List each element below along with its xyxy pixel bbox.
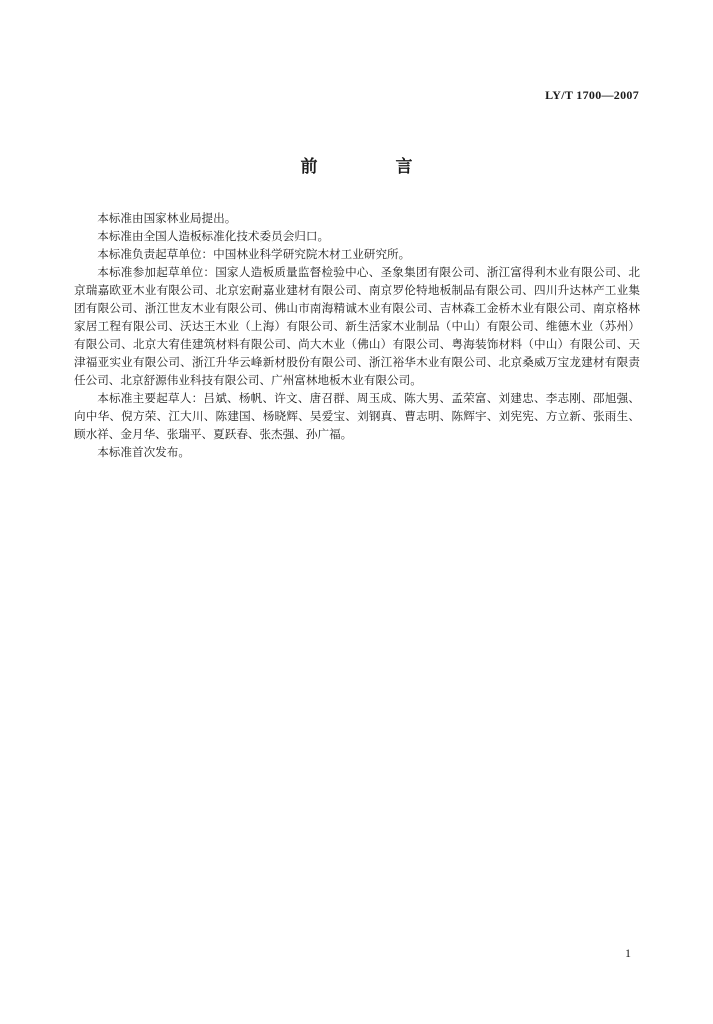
paragraph-first-release: 本标准首次发布。 — [97, 445, 190, 459]
paragraph-participating-drafters: 本标准参加起草单位：国家人造板质量监督检验中心、圣象集团有限公司、浙江富得利木业有限公司、北京瑞嘉欧亚木业有限公司、北京宏耐嘉业建材有限公司、南京罗伦特地板制品有限公司、四川升达林产工业集团有限公司、浙江世友木业有限公司、佛山市南海精诚木业有限公司、吉林森工金桥木业有限公司、南京格林家居工程有限公司、沃达王木业（上海）有限公司、新生活家木业制品（中山）有限公司、维德木业（苏州）有限公司、北京大宥佳建筑材料有限公司、尚大木业（佛山）有限公司、粤海装饰材料（中山）有限公司、天津福亚实业有限公司、浙江升华云峰新材股份有限公司、浙江裕华木业有限公司、北京桑威万宝龙建材有限责任公司、北京舒源伟业科技有限公司、广州富林地板木业有限公司。 — [74, 265, 640, 387]
paragraph-main-drafters: 本标准主要起草人：吕斌、杨帆、许文、唐召群、周玉成、陈大男、孟荣富、刘建忠、李志刚、邵旭强、向中华、倪方荣、江大川、陈建国、杨晓辉、吴爱宝、刘钢真、曹志明、陈辉宇、刘宪宪、方立新、张雨生、顾水祥、金月华、张瑞平、夏跃春、张杰强、孙广福。 — [74, 391, 640, 441]
paragraph-proposer: 本标准由国家林业局提出。 — [97, 211, 237, 225]
paragraph-committee: 本标准由全国人造板标准化技术委员会归口。 — [97, 229, 330, 243]
paragraph-responsible-drafter: 本标准负责起草单位：中国林业科学研究院木材工业研究所。 — [97, 247, 411, 261]
standard-code: LY/T 1700—2007 — [545, 88, 639, 102]
page-number: 1 — [625, 946, 631, 960]
page-title: 前 言 — [300, 157, 449, 177]
foreword-body — [74, 209, 640, 461]
